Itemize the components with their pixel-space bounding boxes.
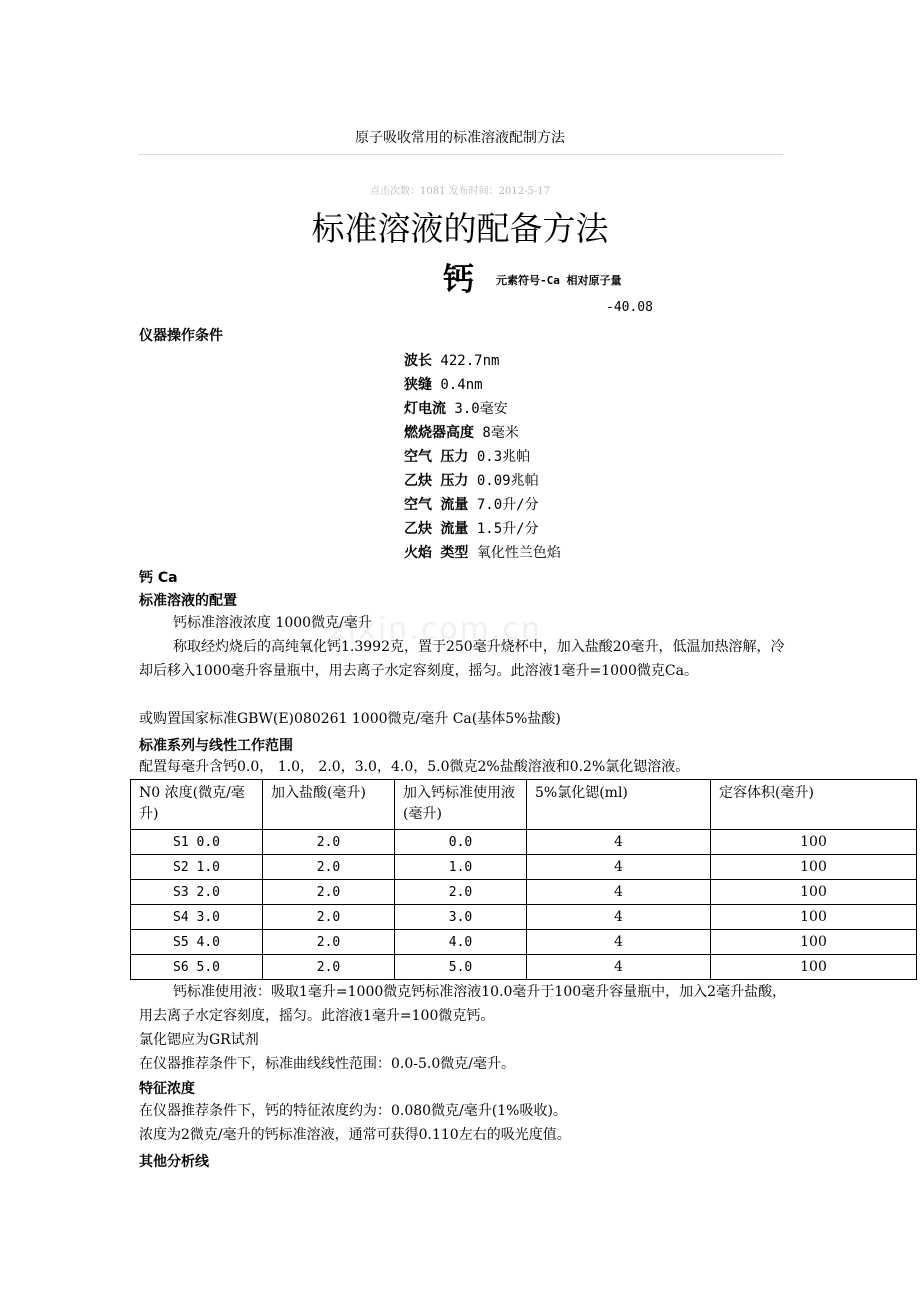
condition-key: 空气 流量 <box>404 497 469 513</box>
page-title: 标准溶液的配备方法 <box>311 209 609 248</box>
condition-acetylene-pressure <box>404 470 539 490</box>
table-cell: 4.0 <box>395 930 527 955</box>
condition-value: 7.0升/分 <box>468 497 539 513</box>
table-cell: 2.0 <box>263 830 395 855</box>
condition-value: 0.09兆帕 <box>468 473 539 489</box>
table-cell: S3 2.0 <box>131 880 263 905</box>
instrument-heading: 仪器操作条件 <box>139 328 223 344</box>
condition-value: 422.7nm <box>432 353 500 369</box>
series-intro: 配置每毫升含钙0.0， 1.0， 2.0，3.0，4.0，5.0微克2%盐酸溶液和0.2%氯化锶溶液。 <box>139 759 690 775</box>
condition-value: 3.0毫安 <box>446 401 508 417</box>
characteristic-text-2: 浓度为2微克/毫升的钙标准溶液，通常可获得0.110左右的吸光度值。 <box>139 1127 571 1143</box>
condition-burner-height <box>404 422 519 442</box>
condition-air-pressure <box>404 446 530 466</box>
prep-procedure: 称取经灼烧后的高纯氧化钙1.3992克，置于250毫升烧杯中，加入盐酸20毫升，低温加热溶解，冷却后移入1000毫升容量瓶中，用去离子水定容刻度，摇匀。此溶液1毫升=1000微克Ca。 <box>139 639 785 679</box>
document-title: 原子吸收常用的标准溶液配制方法 <box>355 130 565 146</box>
publish-meta: 点击次数：1081 发布时间：2012-5-17 <box>370 186 550 197</box>
characteristic-text-1: 在仪器推荐条件下，钙的特征浓度约为：0.080微克/毫升(1%吸收)。 <box>139 1103 567 1119</box>
condition-key: 灯电流 <box>404 401 446 417</box>
condition-key: 狭缝 <box>404 377 432 393</box>
table-cell: 5.0 <box>395 955 527 980</box>
table-cell: 100 <box>711 905 917 930</box>
table-cell: 100 <box>711 855 917 880</box>
table-row <box>131 855 917 880</box>
condition-wavelength <box>404 350 499 370</box>
prep-purchase: 或购置国家标准GBW(E)080261 1000微克/毫升 Ca(基体5%盐酸) <box>139 711 561 727</box>
table-row <box>131 930 917 955</box>
table-cell: S4 3.0 <box>131 905 263 930</box>
table-header-cell: 加入盐酸(毫升) <box>263 780 395 830</box>
standard-series-table <box>130 779 917 980</box>
condition-value: 氧化性兰色焰 <box>468 545 561 561</box>
table-cell: 2.0 <box>263 955 395 980</box>
table-header-cell: 5%氯化锶(ml) <box>527 780 711 830</box>
table-cell: 4 <box>527 855 711 880</box>
condition-key: 空气 压力 <box>404 449 469 465</box>
table-row <box>131 905 917 930</box>
header-divider <box>138 154 783 155</box>
table-cell: 4 <box>527 955 711 980</box>
element-symbol-label: 元素符号-Ca 相对原子量 <box>496 274 622 287</box>
series-heading: 标准系列与线性工作范围 <box>139 738 293 754</box>
table-cell: S5 4.0 <box>131 930 263 955</box>
condition-value: 1.5升/分 <box>468 521 539 537</box>
prep-heading: 标准溶液的配置 <box>139 593 237 609</box>
table-cell: 2.0 <box>395 880 527 905</box>
working-solution-text: 钙标准使用液：吸取1毫升=1000微克钙标准溶液10.0毫升于100毫升容量瓶中，加入2毫升盐酸，用去离子水定容刻度，摇匀。此溶液1毫升=100微克钙。 <box>139 984 787 1024</box>
table-cell: 0.0 <box>395 830 527 855</box>
table-cell: 100 <box>711 880 917 905</box>
table-header-cell: N0 浓度(微克/毫升) <box>131 780 263 830</box>
condition-key: 乙炔 压力 <box>404 473 469 489</box>
table-cell: 100 <box>711 955 917 980</box>
condition-key: 波长 <box>404 353 432 369</box>
table-cell: 2.0 <box>263 855 395 880</box>
condition-key: 燃烧器高度 <box>404 425 474 441</box>
table-cell: 100 <box>711 830 917 855</box>
condition-lamp-current <box>404 398 508 418</box>
element-name: 钙 <box>443 262 474 298</box>
table-cell: 100 <box>711 930 917 955</box>
condition-flame-type <box>404 542 561 562</box>
condition-key: 火焰 类型 <box>404 545 469 561</box>
condition-air-flow <box>404 494 539 514</box>
atomic-mass: -40.08 <box>606 300 653 315</box>
condition-slit <box>404 374 483 394</box>
table-cell: 3.0 <box>395 905 527 930</box>
element-section-heading: 钙 Ca <box>139 570 178 586</box>
table-cell: S6 5.0 <box>131 955 263 980</box>
condition-acetylene-flow <box>404 518 539 538</box>
characteristic-heading: 特征浓度 <box>139 1081 195 1097</box>
table-header-cell: 定容体积(毫升) <box>711 780 917 830</box>
table-row <box>131 830 917 855</box>
table-header-cell: 加入钙标准使用液(毫升) <box>395 780 527 830</box>
table-row <box>131 955 917 980</box>
table-cell: 4 <box>527 830 711 855</box>
table-cell: 4 <box>527 880 711 905</box>
linear-range-text: 在仪器推荐条件下，标准曲线线性范围：0.0-5.0微克/毫升。 <box>139 1056 515 1072</box>
condition-value: 0.4nm <box>432 377 483 393</box>
table-header-row <box>131 780 917 830</box>
condition-value: 8毫米 <box>474 425 519 441</box>
table-cell: 2.0 <box>263 905 395 930</box>
other-lines-heading: 其他分析线 <box>139 1154 209 1170</box>
table-cell: 4 <box>527 905 711 930</box>
reagent-note: 氯化锶应为GR试剂 <box>139 1032 259 1048</box>
table-cell: S1 0.0 <box>131 830 263 855</box>
table-cell: S2 1.0 <box>131 855 263 880</box>
table-cell: 2.0 <box>263 880 395 905</box>
watermark: zixin.com.cn <box>330 612 542 647</box>
table-cell: 1.0 <box>395 855 527 880</box>
prep-concentration: 钙标准溶液浓度 1000微克/毫升 <box>173 615 372 631</box>
condition-key: 乙炔 流量 <box>404 521 469 537</box>
table-cell: 4 <box>527 930 711 955</box>
condition-value: 0.3兆帕 <box>468 449 531 465</box>
table-cell: 2.0 <box>263 930 395 955</box>
table-row <box>131 880 917 905</box>
